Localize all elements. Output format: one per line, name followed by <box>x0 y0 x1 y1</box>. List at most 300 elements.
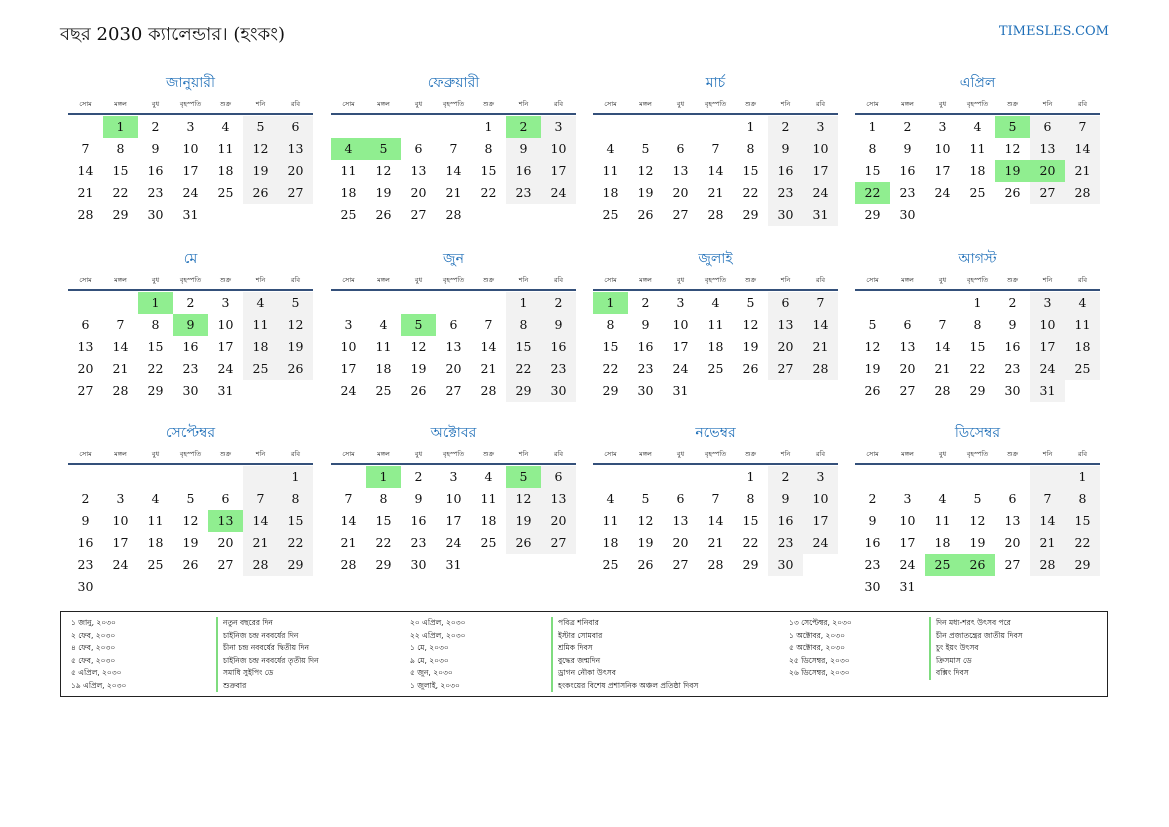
day-cell: 21 <box>707 535 724 550</box>
day-cell: 30 <box>899 207 916 222</box>
empty-cell <box>995 576 1030 598</box>
day-cell: 5 <box>506 466 541 488</box>
day-cell: 18 <box>707 339 724 354</box>
day-cell: 23 <box>410 535 427 550</box>
weekday-label: শনি <box>780 450 791 458</box>
empty-cell <box>331 466 366 488</box>
day-cell: 18 <box>934 535 951 550</box>
day-cell: 11 <box>707 317 724 332</box>
day-cell: 28 <box>243 554 278 576</box>
empty-cell <box>138 576 173 598</box>
weekday-label: সোম <box>342 450 355 458</box>
week-row <box>331 138 576 160</box>
empty-cell <box>401 116 436 138</box>
weekday-label: শনি <box>518 100 529 108</box>
day-cell: 18 <box>602 185 619 200</box>
day-cell: 26 <box>742 361 759 376</box>
day-cell: 2 <box>506 116 541 138</box>
day-cell: 11 <box>217 141 234 156</box>
day-cell: 2 <box>1008 295 1017 310</box>
day-cell: 30 <box>147 207 164 222</box>
empty-cell <box>331 292 366 314</box>
day-cell: 11 <box>243 314 278 336</box>
day-cell: 11 <box>340 163 357 178</box>
day-cell: 26 <box>864 383 881 398</box>
day-cell: 2 <box>541 292 576 314</box>
day-cell: 25 <box>147 557 164 572</box>
empty-cell <box>1030 204 1065 226</box>
weekday-label: মঙ্গল <box>639 100 652 108</box>
day-cell: 18 <box>602 535 619 550</box>
holiday-name: চাইনিজ চন্দ্র নববর্ষের তৃতীয় দিন <box>216 655 319 668</box>
day-cell: 24 <box>340 383 357 398</box>
weekday-label: সোম <box>79 450 92 458</box>
weekday-label: সোম <box>342 276 355 284</box>
empty-cell <box>890 466 925 488</box>
day-cell: 28 <box>77 207 94 222</box>
day-cell: 15 <box>602 339 619 354</box>
day-cell: 13 <box>672 163 689 178</box>
day-cell: 29 <box>969 383 986 398</box>
weekday-header <box>331 445 576 465</box>
weekday-label: শনি <box>1042 100 1053 108</box>
day-cell: 14 <box>77 163 94 178</box>
day-cell: 9 <box>768 488 803 510</box>
day-cell: 3 <box>676 295 685 310</box>
empty-cell <box>331 116 366 138</box>
weekday-label: শনি <box>1042 450 1053 458</box>
week-row <box>855 358 1100 380</box>
holiday-name: শ্রমিক দিবস <box>551 642 698 655</box>
week-row <box>593 510 838 532</box>
day-cell: 13 <box>278 138 313 160</box>
holiday-date: ১৯ এপ্রিল, ২০৩০ <box>71 680 127 690</box>
day-cell: 11 <box>147 513 164 528</box>
week-row <box>331 314 576 336</box>
day-cell: 16 <box>1004 339 1021 354</box>
week-row <box>593 358 838 380</box>
day-cell: 8 <box>1065 488 1100 510</box>
site-link[interactable]: TIMESLES.COM <box>998 24 1109 39</box>
day-cell: 22 <box>147 361 164 376</box>
day-cell: 3 <box>803 466 838 488</box>
holiday-date: ১ জানু, ২০৩০ <box>71 618 116 627</box>
day-cell: 13 <box>1030 138 1065 160</box>
day-cell: 2 <box>81 491 90 506</box>
empty-cell <box>890 292 925 314</box>
holiday-name: ড্রাগন নৌকা উৎসব <box>551 667 698 680</box>
day-cell: 16 <box>768 160 803 182</box>
empty-cell <box>995 466 1030 488</box>
weekday-label: শুক্র <box>482 100 495 108</box>
weekday-label: শনি <box>255 276 266 284</box>
day-cell: 25 <box>1065 358 1100 380</box>
day-cell: 1 <box>746 119 755 134</box>
day-cell: 15 <box>278 510 313 532</box>
empty-cell <box>698 466 733 488</box>
holiday-date-column <box>410 617 465 692</box>
day-cell: 9 <box>81 513 90 528</box>
day-cell: 22 <box>742 185 759 200</box>
day-cell: 19 <box>182 535 199 550</box>
week-row <box>855 466 1100 488</box>
week-row <box>593 116 838 138</box>
day-cell: 20 <box>672 535 689 550</box>
day-cell: 15 <box>480 163 497 178</box>
day-cell: 30 <box>864 579 881 594</box>
holiday-name: শুক্রবার <box>216 680 319 693</box>
empty-cell <box>436 292 471 314</box>
month-block <box>855 423 1100 598</box>
day-cell: 27 <box>541 532 576 554</box>
day-cell: 26 <box>637 207 654 222</box>
week-row <box>855 380 1100 402</box>
day-cell: 8 <box>151 317 160 332</box>
day-cell: 27 <box>445 383 462 398</box>
day-cell: 23 <box>147 185 164 200</box>
weekday-header <box>68 271 313 291</box>
day-cell: 6 <box>81 317 90 332</box>
day-cell: 2 <box>151 119 160 134</box>
week-row <box>68 466 313 488</box>
day-cell: 27 <box>672 207 689 222</box>
weekday-label: রবি <box>815 450 826 458</box>
holiday-date: ১ মে, ২০৩০ <box>410 643 449 652</box>
day-cell: 15 <box>375 513 392 528</box>
day-cell: 27 <box>1004 557 1021 572</box>
day-cell: 23 <box>77 557 94 572</box>
week-row <box>331 358 576 380</box>
weekday-label: শুক্র <box>219 276 232 284</box>
week-row <box>68 488 313 510</box>
day-cell: 20 <box>410 185 427 200</box>
day-cell: 5 <box>973 491 982 506</box>
day-cell: 20 <box>77 361 94 376</box>
day-cell: 14 <box>1065 138 1100 160</box>
day-cell: 27 <box>278 182 313 204</box>
day-cell: 10 <box>672 317 689 332</box>
month-name: সেপ্টেম্বর <box>165 425 216 441</box>
day-cell: 7 <box>116 317 125 332</box>
weekday-label: রবি <box>290 276 301 284</box>
day-cell: 14 <box>1030 510 1065 532</box>
day-cell: 21 <box>480 361 497 376</box>
day-cell: 8 <box>278 488 313 510</box>
weekday-label: রবি <box>815 100 826 108</box>
day-cell: 20 <box>1030 160 1065 182</box>
empty-cell <box>278 204 313 226</box>
day-cell: 17 <box>541 160 576 182</box>
empty-cell <box>995 204 1030 226</box>
day-cell: 23 <box>899 185 916 200</box>
holiday-date: ২৫ ডিসেম্বর, ২০৩০ <box>789 655 850 665</box>
weekday-header <box>331 271 576 291</box>
day-cell: 27 <box>899 383 916 398</box>
weekday-label: সোম <box>866 100 879 108</box>
day-cell: 11 <box>969 141 986 156</box>
day-cell: 16 <box>506 160 541 182</box>
week-row <box>593 532 838 554</box>
day-cell: 19 <box>742 339 759 354</box>
weekday-label: রবি <box>1077 100 1088 108</box>
day-cell: 8 <box>746 491 755 506</box>
day-cell: 7 <box>449 141 458 156</box>
day-cell: 7 <box>711 491 720 506</box>
day-cell: 26 <box>1004 185 1021 200</box>
day-cell: 20 <box>768 336 803 358</box>
day-cell: 4 <box>221 119 230 134</box>
month-name: জুন <box>443 251 464 267</box>
week-row <box>593 554 838 576</box>
empty-cell <box>698 380 733 402</box>
weekday-label: মঙ্গল <box>114 276 127 284</box>
holiday-date: ৪ ফেব, ২০৩০ <box>71 643 116 652</box>
empty-cell <box>925 466 960 488</box>
day-cell: 6 <box>676 491 685 506</box>
holiday-date-column <box>789 617 852 680</box>
day-cell: 26 <box>243 182 278 204</box>
empty-cell <box>803 554 838 576</box>
month-block <box>855 249 1100 402</box>
day-cell: 9 <box>868 513 877 528</box>
empty-cell <box>803 380 838 402</box>
day-cell: 21 <box>243 532 278 554</box>
month-block <box>855 73 1100 226</box>
empty-cell <box>541 554 576 576</box>
day-cell: 24 <box>112 557 129 572</box>
weekday-label: সোম <box>604 100 617 108</box>
day-cell: 26 <box>278 358 313 380</box>
day-cell: 31 <box>182 207 199 222</box>
weekday-label: বৃহস্পতি <box>704 276 727 284</box>
day-cell: 12 <box>864 339 881 354</box>
week-row <box>68 576 313 598</box>
empty-cell <box>1065 380 1100 402</box>
day-cell: 23 <box>637 361 654 376</box>
month-block <box>68 423 313 598</box>
day-cell: 28 <box>112 383 129 398</box>
day-cell: 18 <box>147 535 164 550</box>
day-cell: 18 <box>480 513 497 528</box>
day-cell: 12 <box>375 163 392 178</box>
day-cell: 19 <box>864 361 881 376</box>
empty-cell <box>925 576 960 598</box>
day-cell: 9 <box>414 491 423 506</box>
holiday-name: চীন প্রজাতন্ত্রের জাতীয় দিবস <box>929 630 1023 643</box>
day-cell: 27 <box>410 207 427 222</box>
weekday-label: সোম <box>604 450 617 458</box>
weekday-label: রবি <box>815 276 826 284</box>
day-cell: 18 <box>375 361 392 376</box>
empty-cell <box>138 466 173 488</box>
week-row <box>855 116 1100 138</box>
day-cell: 19 <box>243 160 278 182</box>
day-cell: 22 <box>742 535 759 550</box>
day-cell: 13 <box>410 163 427 178</box>
week-row <box>68 204 313 226</box>
day-cell: 8 <box>606 317 615 332</box>
week-row <box>855 138 1100 160</box>
empty-cell <box>471 554 506 576</box>
day-cell: 12 <box>742 317 759 332</box>
day-cell: 13 <box>1004 513 1021 528</box>
holiday-list <box>60 611 1108 697</box>
week-row <box>855 204 1100 226</box>
day-cell: 11 <box>480 491 497 506</box>
day-cell: 25 <box>602 557 619 572</box>
day-cell: 20 <box>672 185 689 200</box>
empty-cell <box>208 204 243 226</box>
day-cell: 7 <box>711 141 720 156</box>
day-cell: 5 <box>366 138 401 160</box>
day-cell: 29 <box>112 207 129 222</box>
day-cell: 24 <box>541 182 576 204</box>
day-cell: 29 <box>147 383 164 398</box>
day-cell: 23 <box>864 557 881 572</box>
day-cell: 10 <box>182 141 199 156</box>
holiday-name: বক্সিং দিবস <box>929 667 1023 680</box>
day-cell: 21 <box>112 361 129 376</box>
empty-cell <box>541 204 576 226</box>
empty-cell <box>471 204 506 226</box>
day-cell: 24 <box>803 532 838 554</box>
day-cell: 24 <box>217 361 234 376</box>
day-cell: 10 <box>112 513 129 528</box>
day-cell: 26 <box>182 557 199 572</box>
day-cell: 29 <box>1065 554 1100 576</box>
weekday-label: বুধ <box>414 450 423 458</box>
weekday-label: শনি <box>255 100 266 108</box>
weekday-label: সোম <box>866 450 879 458</box>
day-cell: 27 <box>672 557 689 572</box>
day-cell: 2 <box>641 295 650 310</box>
weekday-label: বুধ <box>938 100 947 108</box>
empty-cell <box>1065 204 1100 226</box>
weekday-label: বৃহস্পতি <box>966 100 989 108</box>
weekday-header <box>68 445 313 465</box>
day-cell: 4 <box>243 292 278 314</box>
weekday-header <box>855 271 1100 291</box>
holiday-date: ১৩ সেপ্টেম্বর, ২০৩০ <box>789 618 852 627</box>
holiday-name: সমাধি সুইপিং ডে <box>216 667 319 680</box>
day-cell: 21 <box>934 361 951 376</box>
month-block <box>593 423 838 576</box>
empty-cell <box>506 204 541 226</box>
day-cell: 19 <box>637 185 654 200</box>
day-cell: 22 <box>602 361 619 376</box>
week-row <box>331 532 576 554</box>
day-cell: 2 <box>768 116 803 138</box>
day-cell: 30 <box>768 204 803 226</box>
week-row <box>331 554 576 576</box>
month-block <box>331 73 576 226</box>
weekday-label: রবি <box>1077 450 1088 458</box>
day-cell: 9 <box>151 141 160 156</box>
holiday-name-column <box>551 617 698 692</box>
day-cell: 28 <box>1065 182 1100 204</box>
weekday-label: শনি <box>1042 276 1053 284</box>
empty-cell <box>401 292 436 314</box>
day-cell: 5 <box>278 292 313 314</box>
month-name: নভেম্বর <box>695 425 736 441</box>
day-cell: 13 <box>768 314 803 336</box>
day-cell: 12 <box>637 163 654 178</box>
day-cell: 24 <box>803 182 838 204</box>
week-row <box>593 336 838 358</box>
holiday-name: ইস্টার সোমবার <box>551 630 698 643</box>
day-cell: 16 <box>410 513 427 528</box>
day-cell: 3 <box>1030 292 1065 314</box>
week-row <box>855 510 1100 532</box>
day-cell: 4 <box>973 119 982 134</box>
day-cell: 28 <box>480 383 497 398</box>
holiday-date: ২৬ ডিসেম্বর, ২০৩০ <box>789 668 850 677</box>
week-row <box>68 314 313 336</box>
day-cell: 1 <box>506 292 541 314</box>
day-cell: 8 <box>484 141 493 156</box>
day-cell: 9 <box>541 314 576 336</box>
day-cell: 14 <box>243 510 278 532</box>
day-cell: 4 <box>331 138 366 160</box>
day-cell: 22 <box>112 185 129 200</box>
day-cell: 22 <box>969 361 986 376</box>
empty-cell <box>103 292 138 314</box>
day-cell: 27 <box>217 557 234 572</box>
month-block <box>331 249 576 402</box>
day-cell: 3 <box>344 317 353 332</box>
empty-cell <box>1065 576 1100 598</box>
holiday-date: ৫ এপ্রিল, ২০৩০ <box>71 668 122 677</box>
day-cell: 22 <box>375 535 392 550</box>
day-cell: 25 <box>217 185 234 200</box>
day-cell: 14 <box>445 163 462 178</box>
day-cell: 15 <box>969 339 986 354</box>
day-cell: 16 <box>182 339 199 354</box>
day-cell: 17 <box>899 535 916 550</box>
empty-cell <box>471 292 506 314</box>
day-cell: 20 <box>278 160 313 182</box>
day-cell: 27 <box>77 383 94 398</box>
day-cell: 30 <box>1004 383 1021 398</box>
empty-cell <box>68 292 103 314</box>
day-cell: 12 <box>506 488 541 510</box>
day-cell: 17 <box>182 163 199 178</box>
month-name: মে <box>183 251 198 267</box>
day-cell: 25 <box>925 554 960 576</box>
day-cell: 31 <box>672 383 689 398</box>
day-cell: 18 <box>969 163 986 178</box>
weekday-label: বুধ <box>676 276 685 284</box>
day-cell: 16 <box>637 339 654 354</box>
holiday-date-column <box>71 617 126 692</box>
holiday-date: ৫ ফেব, ২০৩০ <box>71 655 116 665</box>
empty-cell <box>506 554 541 576</box>
week-row <box>331 510 576 532</box>
empty-cell <box>855 292 890 314</box>
day-cell: 22 <box>506 358 541 380</box>
weekday-label: শুক্র <box>1006 450 1019 458</box>
day-cell: 8 <box>868 141 877 156</box>
day-cell: 7 <box>1030 488 1065 510</box>
empty-cell <box>925 204 960 226</box>
weekday-label: বুধ <box>151 276 160 284</box>
empty-cell <box>628 466 663 488</box>
weekday-header <box>855 95 1100 115</box>
day-cell: 31 <box>445 557 462 572</box>
month-block <box>593 249 838 402</box>
day-cell: 1 <box>973 295 982 310</box>
day-cell: 1 <box>1065 466 1100 488</box>
